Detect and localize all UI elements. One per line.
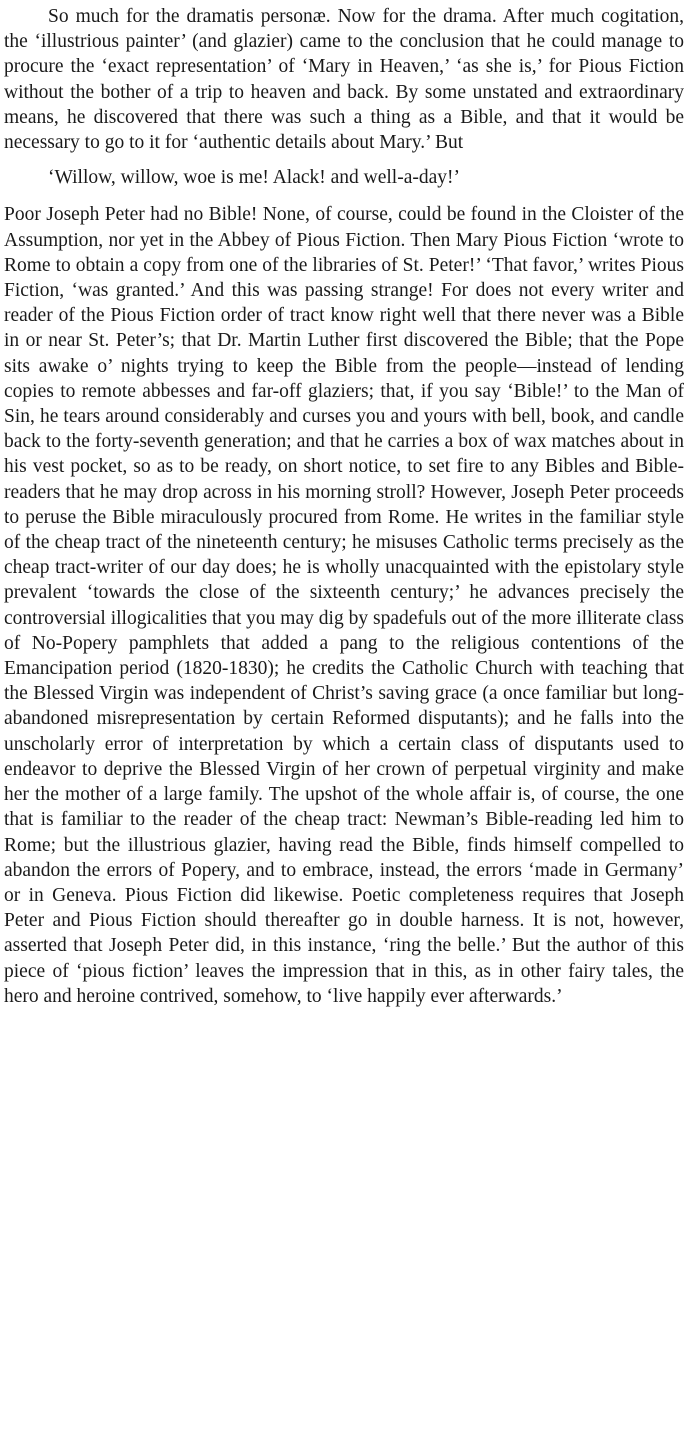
paragraph-dramatis-personae: So much for the dramatis personæ. Now for the drama. After much cogitation, the ‘illustrious painter’ (and glazier) came to the conclusion that he could manage to procure the ‘exact representation’ of ‘Mary in Heaven,’ ‘as she is,’ for Pious Fiction without the bother of a trip to heaven and back. By some unstated and extraordinary means, he discovered that there was such a thing as a Bible, and that it would be necessary to go to it for ‘authentic details about Mary.’ But [4, 6, 684, 154]
quote-willow: ‘Willow, willow, woe is me! Alack! and well-a-day!’ [48, 167, 461, 189]
paragraph-joseph-peter-bible: Poor Joseph Peter had no Bible! None, of course, could be found in the Cloister of the Assumption, nor yet in the Abbey of Pious Fiction. Then Mary Pious Fiction ‘wrote to Rome to obtain a copy from one of the libraries of St. Peter!’ ‘That favor,’ writes Pious Fiction, ‘was granted.’ And this was passing strange! For does not every writer and reader of the Pious Fiction order of tract know right well that there never was a Bible in or near St. Peter’s; that Dr. Martin Luther first discovered the Bible; that the Pope sits awake o’ nights trying to keep the Bible from the people—instead of lending copies to remote abbesses and far-off glaziers; that, if you say ‘Bible!’ to the Man of Sin, he tears around considerably and curses you and yours with bell, book, and candle back to the forty-seventh generation; and that he carries a box of wax matches about in his vest pocket, so as to be ready, on short notice, to set fire to any Bibles and Bible-readers that he may drop across in his morning stroll? However, Joseph Peter proceeds to peruse the Bible miraculously procured from Rome. He writes in the familiar style of the cheap tract of the nineteenth century; he misuses Catholic terms precisely as the cheap tract-writer of our day does; he is wholly unacquainted with the epistolary style prevalent ‘towards the close of the sixteenth century;’ he advances precisely the controversial illogicalities that you may dig by spadefuls out of the more illiterate class of No-Popery pamphlets that added a pang to the religious contentions of the Emancipation period (1820-1830); he credits the Catholic Church with teaching that the Blessed Virgin was independent of Christ’s saving grace (a once familiar but long-abandoned misrepresentation by certain Reformed disputants); and he falls into the unscholarly error of interpretation by which a certain class of disputants used to endeavor to deprive the Blessed Virgin of her crown of perpetual virginity and make her the mother of a large family. The upshot of the whole affair is, of course, the one that is familiar to the reader of the cheap tract: Newman’s Bible-reading led him to Rome; but the illustrious glazier, having read the Bible, finds himself compelled to abandon the errors of Popery, and to embrace, instead, the errors ‘made in Germany’ or in Geneva. Pious Fiction did likewise. Poetic completeness requires that Joseph Peter and Pious Fiction should thereafter go in double harness. It is not, however, asserted that Joseph Peter did, in this instance, ‘ring the belle.’ But the author of this piece of ‘pious fiction’ leaves the impression that in this, as in other fairy tales, the hero and heroine contrived, somehow, to ‘live happily ever afterwards.’ [4, 204, 684, 1007]
